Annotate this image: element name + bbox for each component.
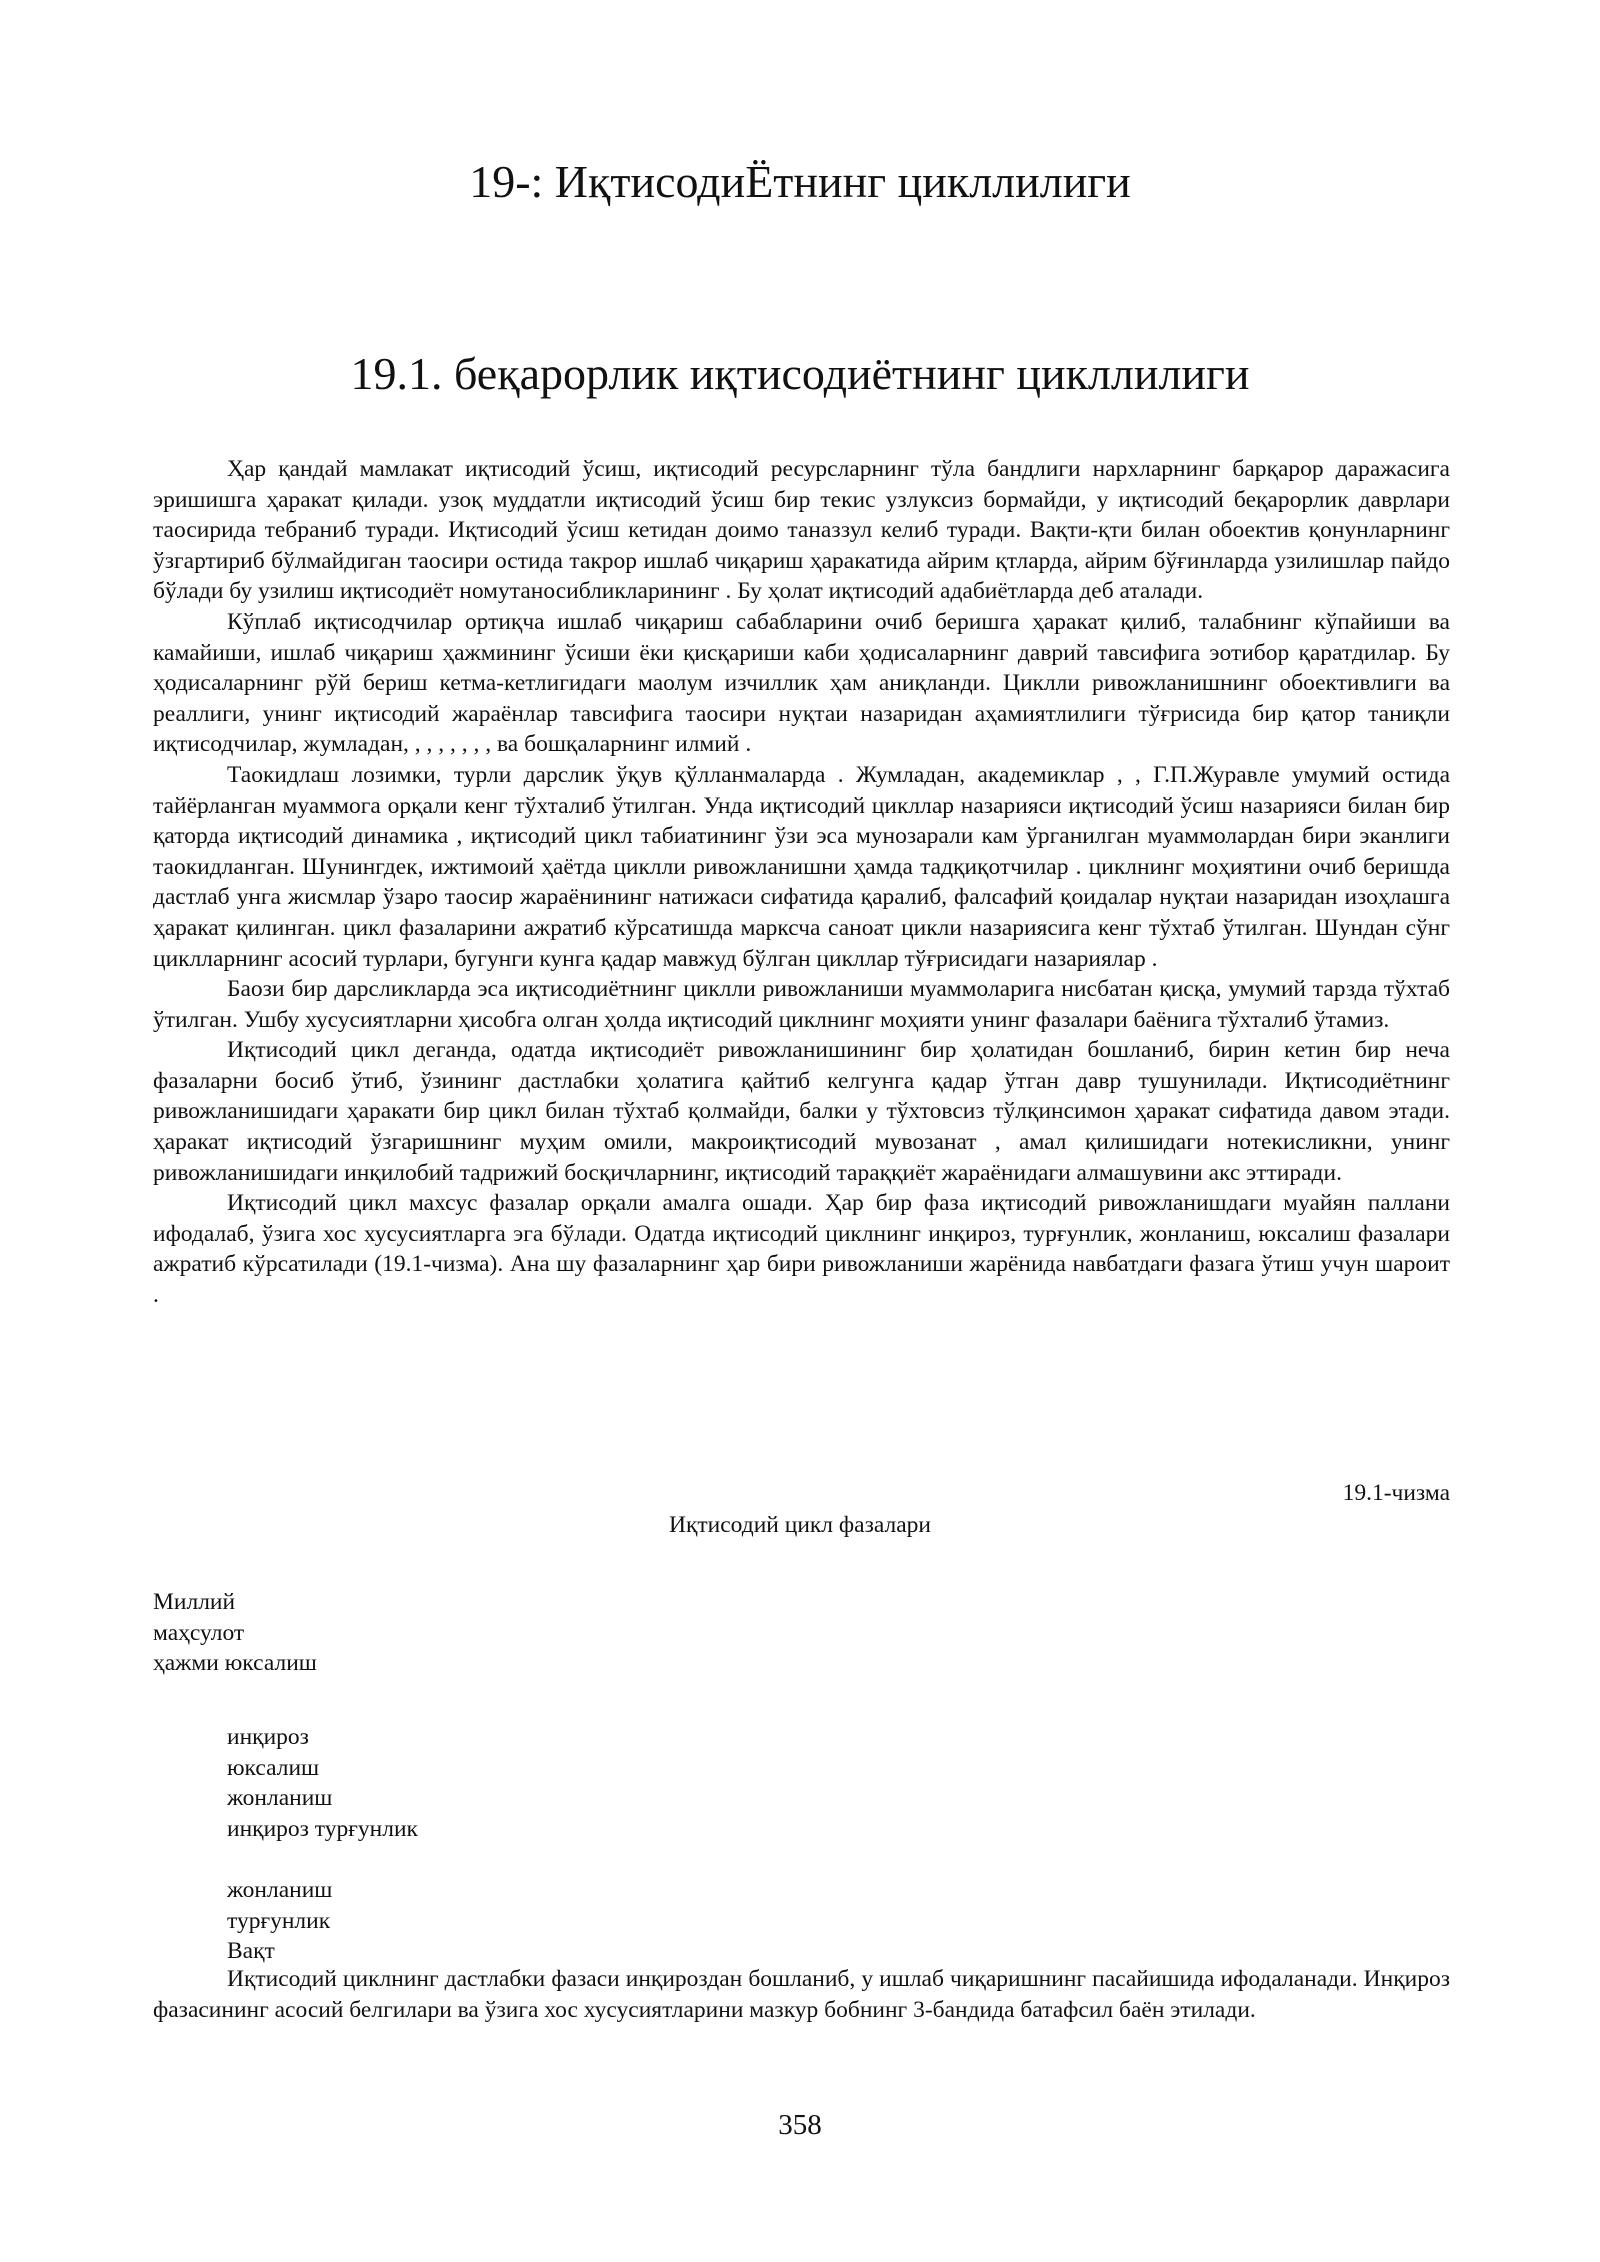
figure-phase-label: жонланиш [227, 1876, 333, 1903]
figure-phase-labels [227, 1722, 418, 1967]
figure-phase-label: турғунлик [227, 1907, 331, 1934]
figure-axis-label [153, 1587, 317, 1679]
figure-label-line: ҳажми юксалиш [153, 1650, 317, 1677]
body-text [153, 454, 1450, 1311]
chapter-title: 19-: ИқтисодиЁтнинг цикллилиги [469, 156, 1131, 207]
figure-number: 19.1-чизма [1342, 1480, 1450, 1506]
figure-phase-label: юксалиш [227, 1754, 320, 1781]
paragraph: Баози бир дарсликларда эса иқтисодиётнинг циклли ривожланиши муаммоларига нисбатан қисқа, умумий тарзда тўхтаб ўтилган. Ушбу хусусиятларни ҳисобга олган ҳолда иқтисодий циклнинг моҳияти унинг фазалари баёнига тўхталиб ўтамиз. [153, 976, 1450, 1033]
figure-label-spacer [227, 1844, 418, 1875]
paragraph: Иқтисодий циклнинг дастлабки фазаси инқироздан бошланиб, у ишлаб чиқаришнинг пасайишида ифодаланади. Инқироз фазасининг асосий белгилари ва ўзига хос хусусиятларини мазкур бобнинг 3-бандида батафсил баён этилади. [153, 1966, 1450, 2023]
figure-time-label: Вақт [227, 1938, 275, 1965]
paragraph: Иқтисодий цикл махсус фазалар орқали амалга ошади. Ҳар бир фаза иқтисодий ривожланишдаги муайян паллани ифодалаб, ўзига хос хусусиятларга эга бўлади. Одатда иқтисодий циклнинг инқироз, турғунлик, жонланиш, юксалиш фазалари ажратиб кўрсатилади (19.1-чизма). Ана шу фазаларнинг ҳар бири ривожланиши жарёнида навбатдаги фазага ўтиш учун шароит . [153, 1190, 1450, 1309]
paragraph: Таокидлаш лозимки, турли дарслик ўқув қўлланмаларда . Жумладан, академиклар , , Г.П.Журавле умумий остида тайёрланган муаммога орқали кенг тўхталиб ўтилган. Унда иқтисодий цикллар назарияси иқтисодий ўсиш назарияси билан бир қаторда иқтисодий динамика , иқтисодий цикл табиатининг ўзи эса мунозарали кам ўрганилган муаммолардан бири эканлиги таокидланган. Шунингдек, ижтимоий ҳаётда циклли ривожланишни ҳамда тадқиқотчилар . циклнинг моҳиятини очиб беришда дастлаб унга жисмлар ўзаро таосир жараёнининг натижаси сифатида қаралиб, фалсафий қоидалар нуқтаи назаридан изоҳлашга ҳаракат қилинган. цикл фазаларини ажратиб кўрсатишда марксча саноат цикли назариясига кенг тўхтаб ўтилган. Шундан сўнг циклларнинг асосий турлари, бугунги кунга қадар мавжуд бўлган цикллар тўғрисидаги назариялар . [153, 761, 1450, 972]
closing-text [153, 1964, 1450, 2025]
figure-label-line: Миллий [153, 1589, 236, 1615]
figure-phase-label: инқироз турғунлик [227, 1815, 418, 1842]
section-title: 19.1. беқарорлик иқтисодиётнинг цикллилиги [350, 348, 1250, 399]
figure-label-line: маҳсулот [153, 1619, 245, 1646]
paragraph: Ҳар қандай мамлакат иқтисодий ўсиш, иқтисодий ресурсларнинг тўла бандлиги нархларнинг барқарор даражасига эришишга ҳаракат қилади. узоқ муддатли иқтисодий ўсиш бир текис узлуксиз бормайди, у иқтисодий беқарорлик даврлари таосирида тебраниб туради. Иқтисодий ўсиш кетидан доимо таназзул келиб туради. Вақти-қти билан обоектив қонунларнинг ўзгартириб бўлмайдиган таосири остида такрор ишлаб чиқариш ҳаракатида айрим қтларда, айрим бўғинларда узилишлар пайдо бўлади бу узилиш иқтисодиёт номутаносибликларининг . Бу ҳолат иқтисодий адабиётларда деб аталади. [153, 456, 1450, 605]
figure-phase-label: инқироз [227, 1724, 309, 1750]
page-number: 358 [778, 2109, 822, 2141]
figure-caption: Иқтисодий цикл фазалари [669, 1512, 931, 1538]
figure-phase-label: жонланиш [227, 1785, 333, 1812]
paragraph: Кўплаб иқтисодчилар ортиқча ишлаб чиқариш сабабларини очиб беришга ҳаракат қилиб, талабнинг кўпайиши ва камайиши, ишлаб чиқариш ҳажмининг ўсиши ёки қисқариши каби ҳодисаларнинг даврий тавсифига эотибор қаратдилар. Бу ҳодисаларнинг рўй бериш кетма-кетлигидаги маолум изчиллик ҳам аниқланди. Циклли ривожланишнинг обоективлиги ва реаллиги, унинг иқтисодий жараёнлар тавсифига таосири нуқтаи назаридан аҳамиятлилиги тўғрисида бир қатор таниқли иқтисодчилар, жумладан, , , , , , , , ва бошқаларнинг илмий . [153, 608, 1450, 758]
paragraph: Иқтисодий цикл деганда, одатда иқтисодиёт ривожланишининг бир ҳолатидан бошланиб, бирин кетин бир неча фазаларни босиб ўтиб, ўзининг дастлабки ҳолатига қайтиб келгунга қадар ўтган давр тушунилади. Иқтисодиётнинг ривожланишидаги ҳаракати бир цикл билан тўхтаб қолмайди, балки у тўхтовсиз тўлқинсимон ҳаракат сифатида давом этади. ҳаракат иқтисодий ўзгаришнинг муҳим омили, макроиқтисодий мувозанат , амал қилишидаги нотекисликни, унинг ривожланишидаги инқилобий тадрижий босқичларнинг, иқтисодий тараққиёт жараёнидаги алмашувини акс эттиради. [153, 1037, 1450, 1186]
